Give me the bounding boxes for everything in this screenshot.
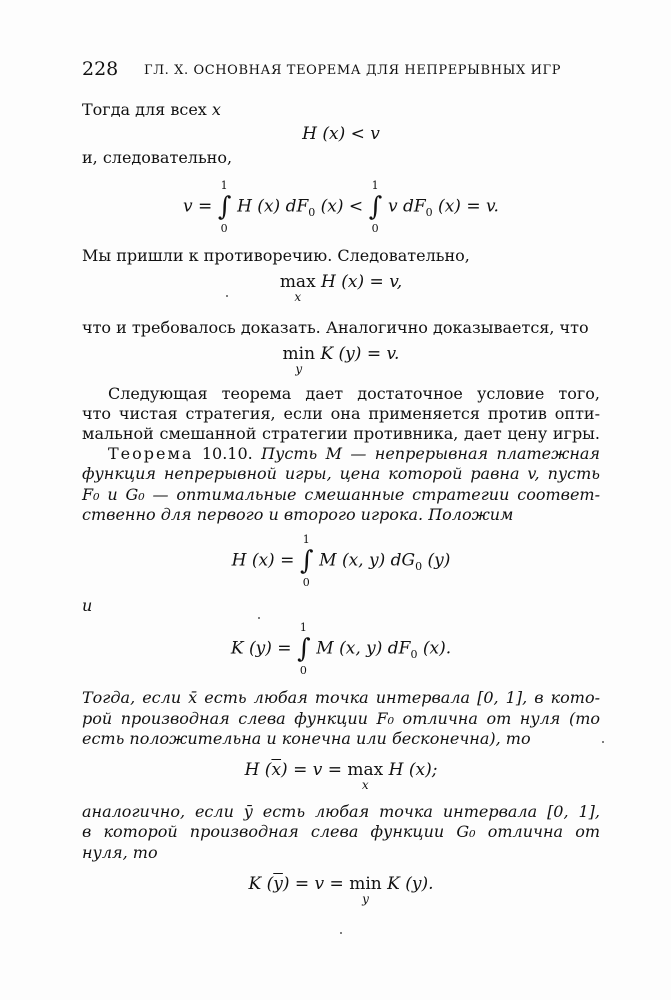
integral-sign: ∫ 1 0 — [368, 179, 383, 235]
text-line: в которой производная слева функции G₀ отлична от — [82, 822, 600, 841]
text-line: и — [82, 596, 93, 615]
text-line — [82, 100, 221, 119]
text-line: нуля, то — [82, 843, 158, 862]
theorem-line: F₀ и G₀ — оптимальные смешанные стратегии соответ- — [82, 485, 600, 504]
print-speck — [226, 295, 228, 297]
operator-label: max — [347, 760, 384, 780]
math-fragment: H ( — [244, 760, 272, 780]
math-fragment: ) = v = — [281, 760, 348, 780]
math-fragment: K (y) = v. — [315, 344, 400, 364]
text-line: есть положительна и конечна или бесконечна), то — [82, 729, 531, 748]
print-speck — [258, 617, 260, 619]
math-fragment: H (x) dF — [237, 196, 309, 217]
max-operator — [347, 760, 384, 792]
math-fragment: K ( — [248, 874, 274, 894]
integral-upper-limit: 1 — [220, 179, 228, 192]
equation-integral — [82, 533, 600, 589]
theorem-heading — [108, 444, 600, 463]
math-fragment: (x) = v. — [432, 196, 499, 217]
print-speck — [340, 932, 342, 934]
equation-max — [82, 760, 600, 792]
equation-min — [82, 874, 600, 906]
math-fragment: v = — [183, 196, 218, 217]
text-line: Мы пришли к противоречию. Следовательно, — [82, 246, 470, 265]
math-fragment: (x). — [417, 638, 452, 659]
subscript: 0 — [410, 647, 418, 661]
theorem-line: функция непрерывной игры, цена которой равна v, пусть — [82, 464, 600, 483]
math-fragment: H (x) = — [231, 550, 300, 571]
math-fragment: H (x) = v, — [315, 272, 403, 292]
integral-lower-limit: 0 — [299, 664, 307, 677]
print-speck — [602, 741, 604, 743]
subscript: 0 — [415, 559, 423, 573]
theorem-label: Теорема — [108, 444, 194, 463]
text-line: рой производная слева функции F₀ отлична от нуля (то — [82, 709, 600, 728]
integral-upper-limit: 1 — [299, 621, 307, 634]
math-variable-overline: $\overline{x}$ — [271, 760, 282, 780]
equation-integral — [82, 621, 600, 677]
min-operator — [282, 344, 316, 376]
math-fragment: (y) — [422, 550, 451, 571]
theorem-text: Пусть M — непрерывная платежная — [261, 444, 601, 463]
text-line: Тогда, если x̄ есть любая точка интервала [0, 1], в кото- — [82, 688, 600, 707]
equation-min — [82, 344, 600, 376]
math-fragment: K (y) = — [230, 638, 297, 659]
text-line: аналогично, если ȳ есть любая точка интервала [0, 1], — [82, 802, 600, 821]
math-fragment: ) = v = — [282, 874, 350, 894]
theorem-line: ственно для первого и второго игрока. Положим — [82, 505, 514, 524]
integral-upper-limit: 1 — [302, 533, 310, 546]
operator-label: max — [279, 272, 316, 292]
text-line: что и требовалось доказать. Аналогично доказывается, что — [82, 318, 589, 337]
math-fragment: M (x, y) dF — [316, 638, 411, 659]
operator-label: min — [349, 874, 382, 894]
operator-subscript: x — [361, 778, 369, 792]
operator-label: min — [282, 344, 316, 364]
subscript: 0 — [425, 205, 433, 219]
integral-lower-limit: 0 — [302, 576, 310, 589]
integral-sign: ∫ 1 0 — [297, 621, 311, 677]
math-fragment: v dF — [387, 196, 426, 217]
math-variable: x — [211, 100, 221, 119]
math-fragment: (x) < — [315, 196, 369, 217]
equation-max — [82, 272, 600, 304]
integral-sign: ∫ 1 0 — [217, 179, 232, 235]
operator-subscript: y — [362, 892, 369, 906]
max-operator — [279, 272, 316, 304]
math-variable-overline: $\overline{y}$ — [273, 874, 283, 894]
text-line: Следующая теорема дает достаточное условие того, — [108, 384, 600, 403]
math-fragment: K (y). — [381, 874, 434, 894]
text-fragment: Тогда для всех — [82, 100, 212, 119]
text-line: что чистая стратегия, если она применяется против опти- — [82, 404, 600, 423]
text-line: и, следовательно, — [82, 148, 233, 167]
integral-sign: ∫ 1 0 — [299, 533, 314, 589]
math-fragment: M (x, y) dG — [319, 550, 416, 571]
running-head: ГЛ. X. ОСНОВНАЯ ТЕОРЕМА ДЛЯ НЕПРЕРЫВНЫХ ИГР — [144, 63, 562, 78]
integral-upper-limit: 1 — [371, 179, 379, 192]
integral-lower-limit: 0 — [220, 222, 228, 235]
math-fragment: H (x); — [383, 760, 438, 780]
subscript: 0 — [308, 205, 316, 219]
min-operator — [349, 874, 382, 906]
page-number: 228 — [82, 58, 119, 80]
integral-lower-limit: 0 — [371, 222, 379, 235]
theorem-number: 10.10. — [193, 444, 262, 463]
text-line: мальной смешанной стратегии противника, дает цену игры. — [82, 424, 600, 443]
equation-integral — [82, 179, 600, 235]
operator-subscript: x — [294, 290, 302, 304]
equation: H (x) < v — [302, 124, 380, 144]
operator-subscript: y — [295, 362, 303, 376]
